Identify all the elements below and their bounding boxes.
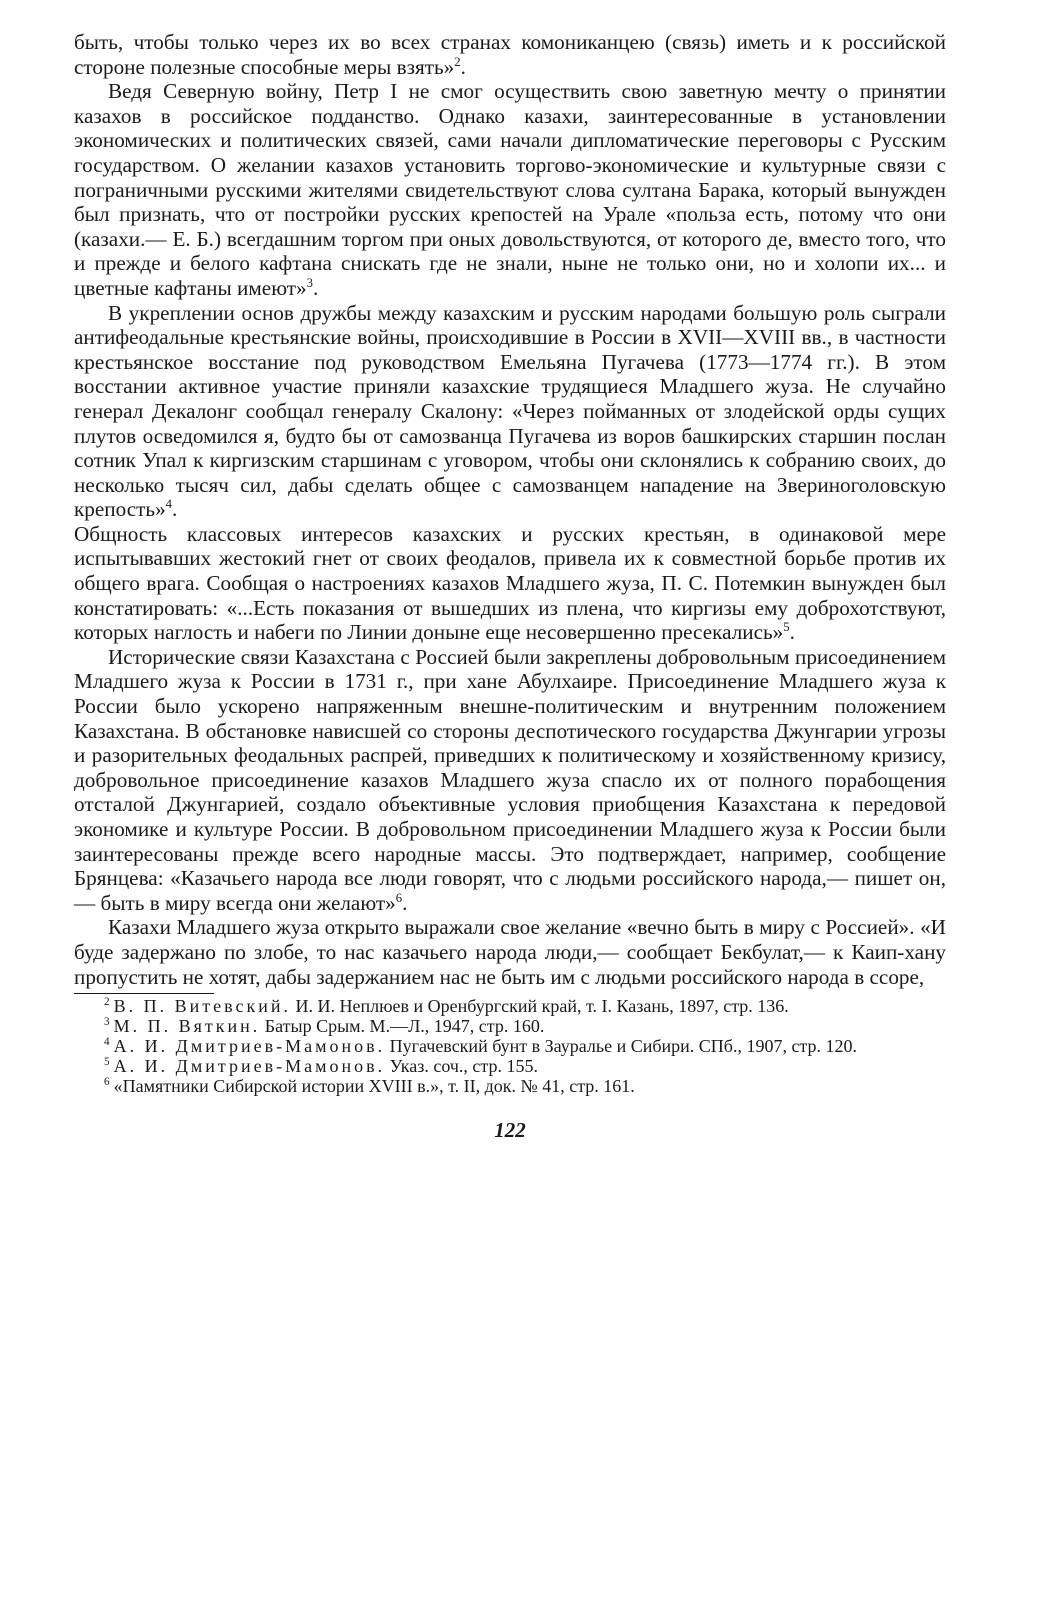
page-number: 122	[494, 1118, 526, 1143]
paragraph-text: Ведя Северную войну, Петр I не смог осуществить свою заветную мечту о принятии казахов в российское подданство. Однако казахи, заинтересованные в установлении экономических и политических связей, сами начали дипломатические переговоры с Русским государством. О желании казахов установить торгово-экономические и культурные связи с пограничными русскими жителями свидетельствуют слова султана Барака, который вынужден был признать, что от постройки русских крепостей на Урале «польза есть, потому что они (казахи.— Е. Б.) всегдашним торгом при оных довольствуются, от которого де, вместо того, что и прежде и белого кафтана снискать где не знали, ныне не только они, но и холопи их... и цветные кафтаны имеют»	[74, 79, 946, 300]
paragraph-5	[74, 645, 946, 916]
footnote-number: 4	[104, 1036, 110, 1049]
paragraph-1	[74, 30, 946, 79]
footnote-text: Батыр Срым. М.—Л., 1947, стр. 160.	[264, 1016, 545, 1037]
paragraph-tail: .	[789, 620, 795, 645]
footnote-ref[interactable]: 3	[306, 275, 313, 290]
paragraph-tail: .	[460, 54, 466, 79]
footnote-6	[74, 1076, 946, 1096]
paragraph-4	[74, 522, 946, 645]
paragraph-text: быть, чтобы только через их во всех странах комониканцею (связь) иметь и к российской стороне полезные способные меры взять»	[74, 30, 946, 79]
footnote-number: 6	[104, 1076, 110, 1089]
paragraph-tail: .	[312, 275, 319, 300]
footnote-text: «Памятники Сибирской истории XVIII в.», т. II, док. № 41, стр. 161.	[113, 1076, 635, 1097]
footnote-text: И. И. Неплюев и Оренбургский край, т. I. Казань, 1897, стр. 136.	[295, 996, 789, 1017]
footnote-ref[interactable]: 4	[165, 497, 173, 512]
footnote-ref[interactable]: 2	[454, 54, 461, 69]
footnote-4	[74, 1036, 946, 1056]
paragraph-text: Исторические связи Казахстана с Россией были закреплены добровольным присоединением Младшего жуза к России в 1731 г., при хане Абулхаире. Присоединение Младшего жуза к России было ускорено напряженным внешне-политическим и внутренним положением Казахстана. В обстановке нависшей со стороны деспотического государства Джунгарии угрозы и разорительных феодальных распрей, приведших к политическому и хозяйственному кризису, добровольное присоединение казахов Младшего жуза спасло их от полного порабощения отсталой Джунгарией, создало объективные условия приобщения Казахстана к передовой экономике и культуре России. В добровольном присоединении Младшего жуза к России были заинтересованы прежде всего народные массы. Это подтверждает, например, сообщение Брянцева: «Казачьего народа все люди говорят, что с людьми российского народа,— пишет он,— быть в миру всегда они желают»	[74, 644, 946, 915]
paragraph-2	[74, 79, 946, 300]
book-page	[74, 30, 946, 1143]
footnote-author: В. П. Витевский.	[113, 996, 291, 1017]
footnotes	[74, 996, 946, 1096]
footnote-number: 2	[104, 996, 110, 1009]
paragraph-tail: .	[402, 890, 408, 915]
footnote-5	[74, 1056, 946, 1076]
footnote-ref[interactable]: 6	[395, 890, 403, 905]
footnote-author: А. И. Дмитриев-Мамонов.	[113, 1036, 386, 1057]
footnote-3	[74, 1016, 946, 1036]
footnote-2	[74, 996, 946, 1016]
paragraph-6	[74, 915, 946, 989]
footnote-author: А. И. Дмитриев-Мамонов.	[113, 1056, 386, 1077]
footnote-number: 3	[104, 1016, 110, 1029]
footnote-number: 5	[104, 1056, 110, 1069]
paragraph-tail: .	[172, 497, 178, 522]
paragraph-text: В укреплении основ дружбы между казахским и русским народами большую роль сыграли антифеодальные крестьянские войны, происходившие в России в XVII—XVIII вв., в частности крестьянское восстание под руководством Емельяна Пугачева (1773—1774 гг.). В этом восстании активное участие приняли казахские трудящиеся Младшего жуза. Не случайно генерал Декалонг сообщал генералу Скалону: «Через пойманных от злодейской орды сущих плутов осведомился я, будто бы от самозванца Пугачева из воров башкирских старшин послан сотник Упал к киргизским старшинам с уговором, чтобы они склонялись к собранию своих, до несколько тысяч сил, дабы сделать общее с самозванцем нападение на Звериноголовскую крепость»	[74, 300, 946, 522]
paragraph-text: Казахи Младшего жуза открыто выражали свое желание «вечно быть в миру с Россией». «И буде задержано по злобе, то нас казачьего народа люди,— сообщает Бекбулат,— к Каип-хану пропустить не хотят, дабы задержанием нас не быть им с людьми российского народа в ссоре,	[74, 915, 946, 989]
footnote-text: Пугачевский бунт в Зауралье и Сибири. СПб., 1907, стр. 120.	[389, 1036, 858, 1057]
footnote-ref[interactable]: 5	[783, 620, 790, 635]
footnote-text: Указ. соч., стр. 155.	[389, 1056, 538, 1077]
footnote-divider	[74, 993, 214, 994]
paragraph-text: Общность классовых интересов казахских и русских крестьян, в одинаковой мере испытывавших жестокий гнет от своих феодалов, привела их к совместной борьбе против их общего врага. Сообщая о настроениях казахов Младшего жуза, П. С. Потемкин вынужден был констатировать: «...Есть показания от вышедших из плена, что киргизы ему доброхотствуют, которых наглость и набеги по Линии доныне еще несовершенно пресекались»	[74, 521, 946, 645]
footnote-author: М. П. Вяткин.	[113, 1016, 261, 1037]
paragraph-3	[74, 301, 946, 522]
